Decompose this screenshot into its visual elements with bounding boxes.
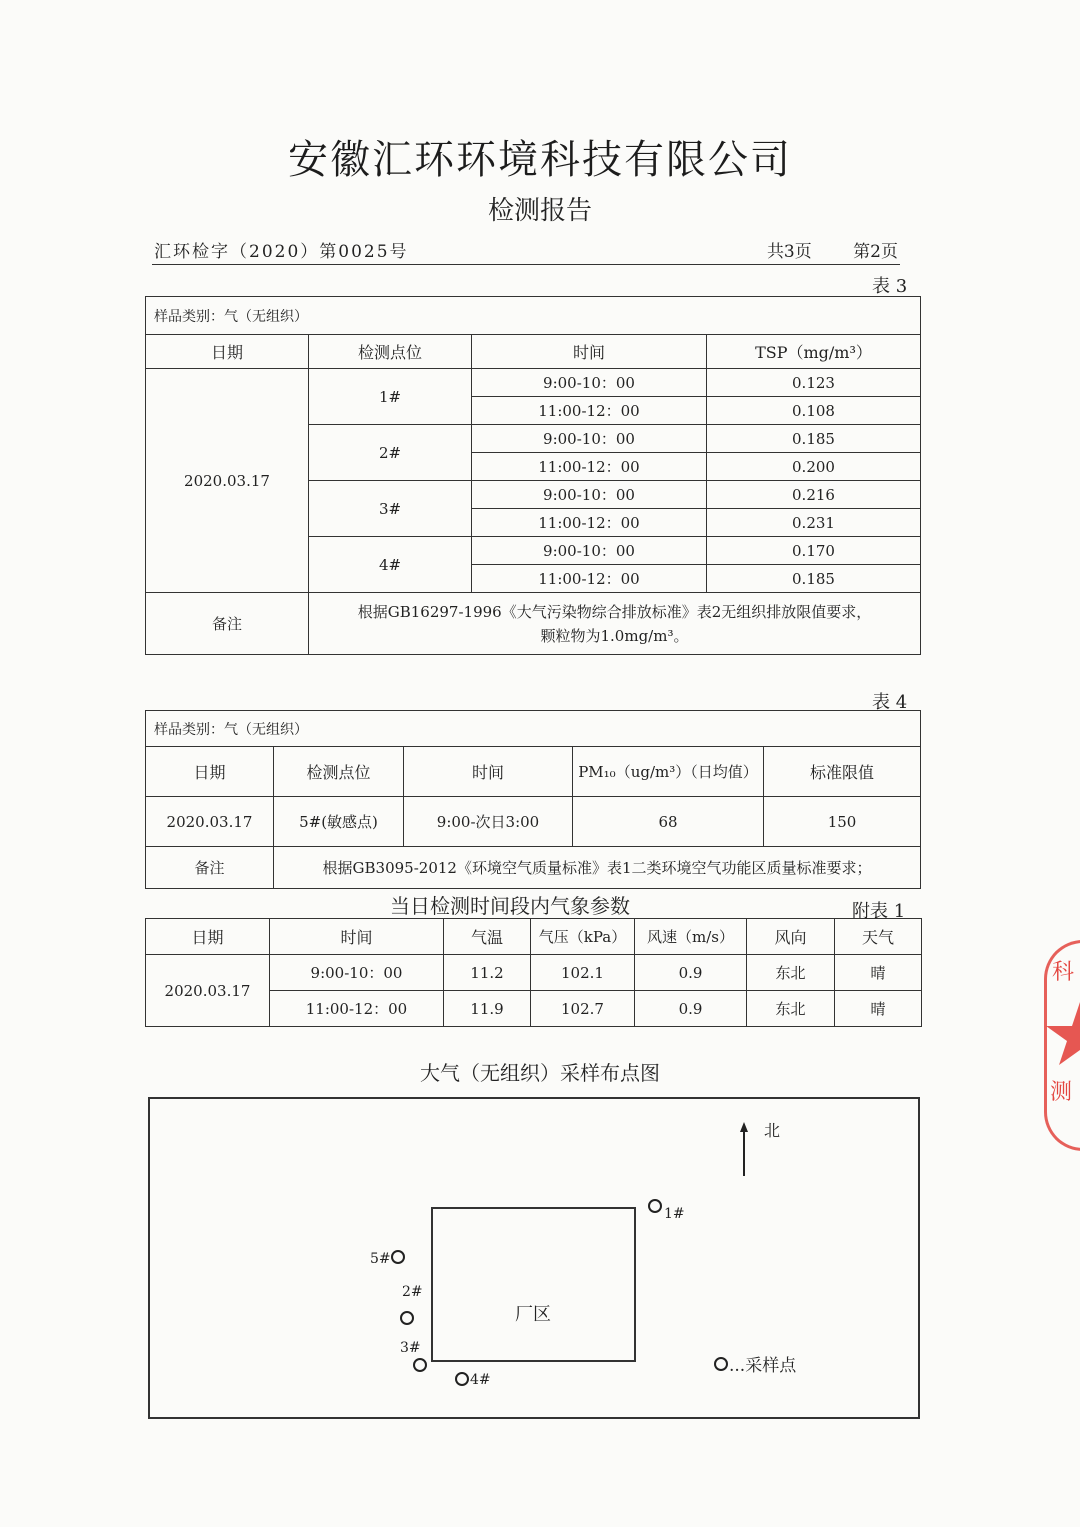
weather-wind-dir: 东北: [747, 955, 835, 991]
table3-note: [309, 593, 921, 655]
factory-area: [432, 1208, 635, 1361]
table3-date: 2020.03.17: [146, 369, 309, 593]
factory-label: 厂区: [515, 1304, 551, 1325]
table3-time: 11:00-12：00: [472, 397, 707, 425]
point-5-label: 5#: [370, 1251, 391, 1267]
table4-date: 2020.03.17: [146, 797, 274, 847]
table4-limit: 150: [764, 797, 921, 847]
report-title: 检测报告: [487, 196, 592, 226]
map-title: 大气（无组织）采样布点图: [420, 1061, 660, 1085]
weather-condition: 晴: [835, 991, 922, 1027]
point-1-label: 1#: [664, 1206, 685, 1222]
sampling-map: [140, 1090, 930, 1440]
seal-star-icon: [1044, 998, 1080, 1068]
seal-text-bottom: 测: [1050, 1080, 1073, 1105]
table3-point-4: 4#: [309, 537, 472, 593]
table3-time: 11:00-12：00: [472, 565, 707, 593]
table3-point-2: 2#: [309, 425, 472, 481]
table3-point-1: 1#: [309, 369, 472, 425]
table4: [145, 710, 921, 889]
north-arrow-icon: [740, 1122, 748, 1176]
table3-value: 0.123: [707, 369, 921, 397]
table3-time: 11:00-12：00: [472, 453, 707, 481]
table3-header-tsp: TSP（mg/m³）: [707, 335, 921, 369]
weather-date: 2020.03.17: [146, 955, 270, 1027]
table3-time: 9:00-10：00: [472, 369, 707, 397]
table4-note-label: 备注: [146, 847, 274, 889]
weather-pressure: 102.1: [531, 955, 635, 991]
reference-line: [152, 240, 900, 265]
table3-value: 0.108: [707, 397, 921, 425]
weather-header-wind-speed: 风速（m/s）: [635, 919, 747, 955]
table4-value: 68: [573, 797, 764, 847]
weather-header-date: 日期: [146, 919, 270, 955]
table4-point: 5#(敏感点): [274, 797, 404, 847]
page-number: 第2页: [853, 242, 898, 262]
weather-title: 当日检测时间段内气象参数: [390, 894, 630, 918]
weather-header-pressure: 气压（kPa）: [531, 919, 635, 955]
report-number: 汇环检字（2020）第0025号: [154, 242, 409, 262]
weather-pressure: 102.7: [531, 991, 635, 1027]
table3-note-line2: 颗粒物为1.0mg/m³。: [540, 626, 689, 645]
table3-time: 9:00-10：00: [472, 425, 707, 453]
table4-header-limit: 标准限值: [764, 747, 921, 797]
weather-time: 11:00-12：00: [270, 991, 444, 1027]
table3-value: 0.170: [707, 537, 921, 565]
weather-header-wind-dir: 风向: [747, 919, 835, 955]
weather-time: 9:00-10：00: [270, 955, 444, 991]
table3-time: 9:00-10：00: [472, 537, 707, 565]
total-pages: 共3页: [766, 242, 812, 262]
point-4-label: 4#: [470, 1372, 491, 1388]
weather-temp: 11.9: [444, 991, 531, 1027]
table3-point-3: 3#: [309, 481, 472, 537]
table3-value: 0.231: [707, 509, 921, 537]
point-3-label: 3#: [400, 1340, 421, 1356]
sample-point-4-icon: [456, 1373, 468, 1385]
table4-header-date: 日期: [146, 747, 274, 797]
table3-value: 0.216: [707, 481, 921, 509]
weather-header-temp: 气温: [444, 919, 531, 955]
map-frame: [149, 1098, 919, 1418]
table3-value: 0.185: [707, 565, 921, 593]
table4-header-time: 时间: [404, 747, 573, 797]
company-name: 安徽汇环环境科技有限公司: [288, 137, 792, 183]
page-info: [731, 237, 898, 262]
table4-header-pm10: PM₁₀（ug/m³）（日均值）: [573, 747, 764, 797]
table3-header-point: 检测点位: [309, 335, 472, 369]
sample-point-3-icon: [414, 1359, 426, 1371]
table3-category: 样品类别：气（无组织）: [146, 297, 921, 335]
weather-tag: 附表 1: [852, 901, 906, 922]
table4-header-point: 检测点位: [274, 747, 404, 797]
sample-point-1-icon: [649, 1200, 661, 1212]
weather-header-time: 时间: [270, 919, 444, 955]
point-2-label: 2#: [402, 1284, 423, 1300]
table4-time: 9:00-次日3:00: [404, 797, 573, 847]
weather-wind-speed: 0.9: [635, 991, 747, 1027]
table3: [145, 296, 921, 655]
north-label: 北: [764, 1121, 781, 1140]
seal-text-top: 科: [1052, 960, 1075, 985]
table3-tag: 表 3: [872, 276, 908, 297]
sample-point-2-icon: [401, 1312, 413, 1324]
table3-value: 0.185: [707, 425, 921, 453]
weather-temp: 11.2: [444, 955, 531, 991]
weather-table: [145, 918, 922, 1027]
table3-header-time: 时间: [472, 335, 707, 369]
table4-tag: 表 4: [872, 692, 908, 713]
sample-point-5-icon: [392, 1251, 404, 1263]
table3-note-line1: 根据GB16297-1996《大气污染物综合排放标准》表2无组织排放限值要求，: [357, 602, 872, 621]
weather-header-weather: 天气: [835, 919, 922, 955]
table4-category: 样品类别：气（无组织）: [146, 711, 921, 747]
weather-condition: 晴: [835, 955, 922, 991]
table3-value: 0.200: [707, 453, 921, 481]
legend-sample-point-icon: [715, 1358, 727, 1370]
weather-wind-dir: 东北: [747, 991, 835, 1027]
legend-label: ...采样点: [729, 1356, 797, 1376]
table3-note-label: 备注: [146, 593, 309, 655]
table3-time: 11:00-12：00: [472, 509, 707, 537]
weather-wind-speed: 0.9: [635, 955, 747, 991]
table3-time: 9:00-10：00: [472, 481, 707, 509]
table3-header-date: 日期: [146, 335, 309, 369]
table4-note: 根据GB3095-2012《环境空气质量标准》表1二类环境空气功能区质量标准要求；: [274, 847, 921, 889]
